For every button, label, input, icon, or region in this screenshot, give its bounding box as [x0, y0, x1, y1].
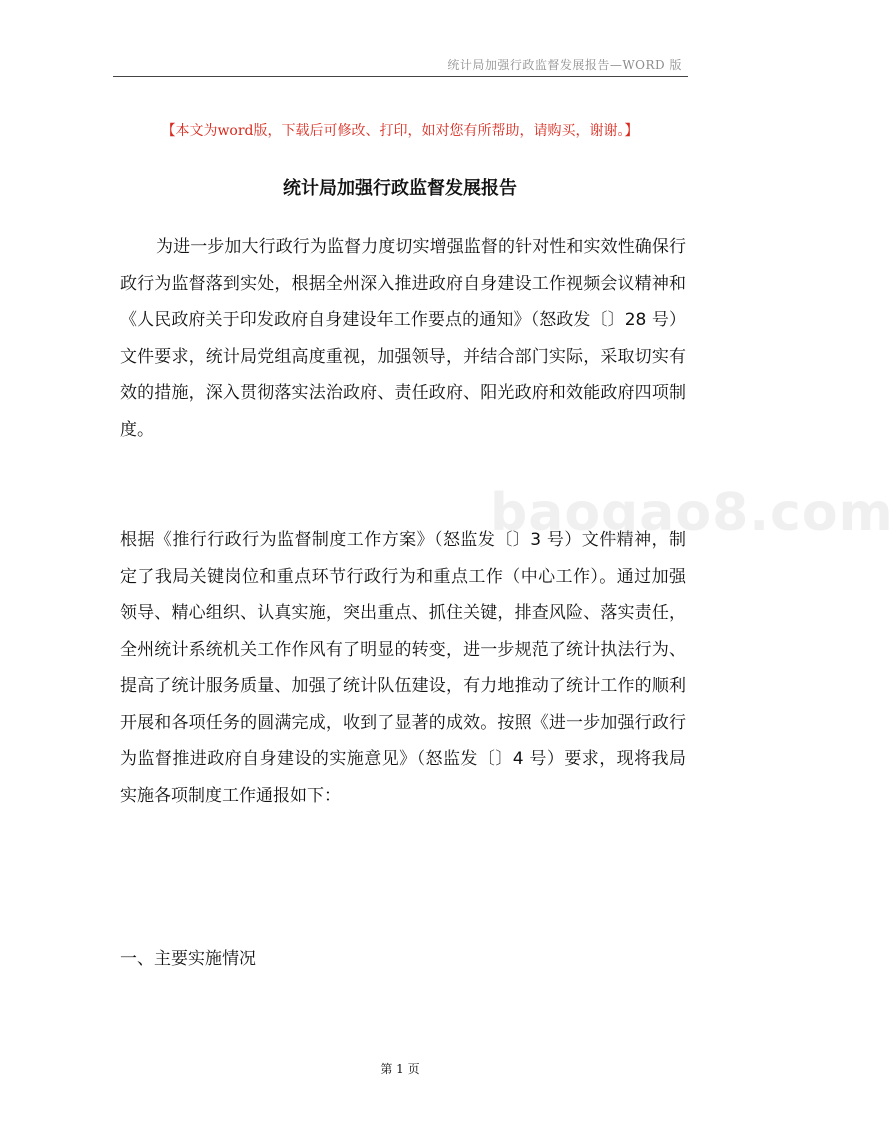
page-number: 第 1 页 [380, 1062, 420, 1076]
body-paragraph-1: 为进一步加大行政行为监督力度切实增强监督的针对性和实效性确保行政行为监督落到实处，根据全州深入推进政府自身建设工作视频会议精神和《人民政府关于印发政府自身建设年工作要点的通知》（怒政发〔〕28 号）文件要求，统计局党组高度重视，加强领导，并结合部门实际，采取切实有效的措施，深入贯彻落实法治政府、责任政府、阳光政府和效能政府四项制度。 [120, 237, 686, 440]
header-divider [113, 76, 688, 77]
body-paragraph-2: 根据《推行行政行为监督制度工作方案》（怒监发〔〕3 号）文件精神，制定了我局关键岗位和重点环节行政行为和重点工作（中心工作）。通过加强领导、精心组织、认真实施，突出重点、抓住关键，排查风险、落实责任，全州统计系统机关工作作风有了明显的转变，进一步规范了统计执法行为、提高了统计服务质量、加强了统计队伍建设，有力地推动了统计工作的顺利开展和各项任务的圆满完成，收到了显著的成效。按照《进一步加强行政行为监督推进政府自身建设的实施意见》（怒监发〔〕4 号）要求，现将我局实施各项制度工作通报如下： [120, 530, 686, 806]
running-header: 统计局加强行政监督发展报告—WORD 版 [447, 58, 682, 72]
download-notice: 【本文为word版，下载后可修改、打印，如对您有所帮助，请购买，谢谢。】 [161, 123, 639, 139]
site-watermark: baogao8.com [490, 483, 894, 543]
section-heading: 一、主要实施情况 [120, 949, 256, 969]
document-title: 统计局加强行政监督发展报告 [283, 178, 517, 199]
